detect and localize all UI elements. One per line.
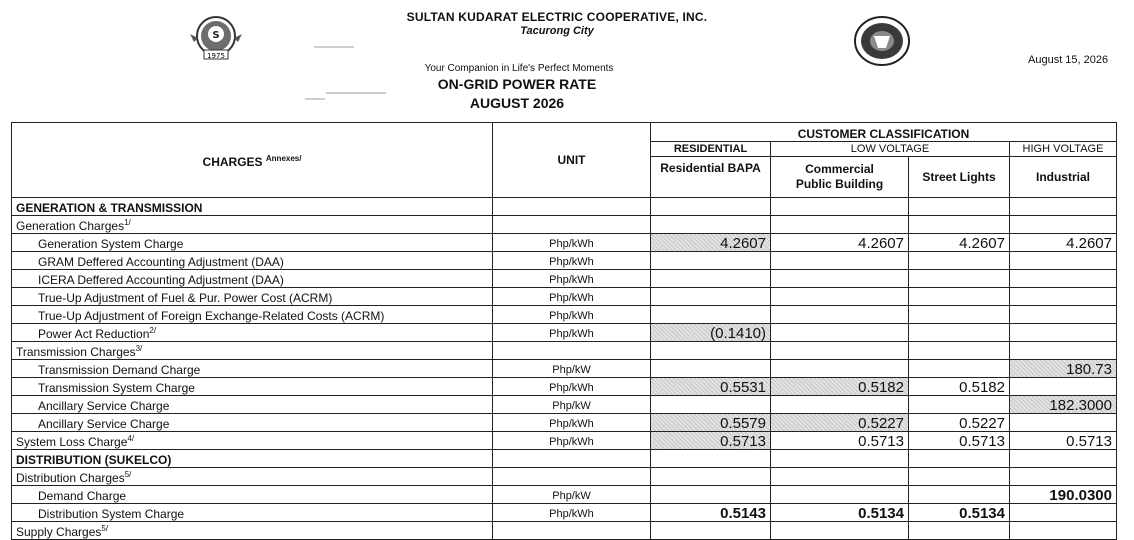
row-label: Power Act Reduction$^{2/}$ bbox=[12, 324, 493, 342]
cell-streetlights: 0.5182 bbox=[909, 378, 1010, 396]
table-cell bbox=[909, 468, 1010, 486]
company-name: SULTAN KUDARAT ELECTRIC COOPERATIVE, INC. bbox=[406, 10, 708, 24]
table-cell bbox=[771, 198, 909, 216]
table-cell bbox=[909, 216, 1010, 234]
cell-commercial: 0.5134 bbox=[771, 504, 909, 522]
table-cell bbox=[1010, 468, 1117, 486]
tagline: Your Companion in Life's Perfect Moments bbox=[424, 63, 614, 74]
table-cell bbox=[651, 360, 771, 378]
row-unit: Php/kWh bbox=[493, 324, 651, 342]
table-cell bbox=[651, 522, 771, 540]
row-label: ICERA Deffered Accounting Adjustment (DAA) bbox=[12, 270, 493, 288]
table-cell bbox=[493, 522, 651, 540]
table-cell bbox=[771, 270, 909, 288]
table-row bbox=[12, 396, 1117, 414]
row-label: Supply Charges$^{5/}$ bbox=[12, 522, 493, 540]
table-cell bbox=[771, 360, 909, 378]
table-row bbox=[12, 486, 1117, 504]
unit-header: UNIT bbox=[493, 123, 651, 198]
table-cell bbox=[909, 522, 1010, 540]
table-row bbox=[12, 378, 1117, 396]
table-cell bbox=[1010, 288, 1117, 306]
table-cell bbox=[1010, 504, 1117, 522]
table-cell bbox=[493, 342, 651, 360]
section-title: GENERATION & TRANSMISSION bbox=[12, 198, 493, 216]
customer-classification-header: CUSTOMER CLASSIFICATION bbox=[651, 123, 1117, 142]
table-cell bbox=[651, 306, 771, 324]
row-label: Generation System Charge bbox=[12, 234, 493, 252]
low-voltage-header: LOW VOLTAGE bbox=[771, 142, 1010, 157]
row-label: Transmission System Charge bbox=[12, 378, 493, 396]
table-cell bbox=[651, 198, 771, 216]
residential-header: RESIDENTIAL bbox=[651, 142, 771, 157]
section-generation-transmission bbox=[12, 198, 1117, 216]
industrial-header: Industrial bbox=[1010, 157, 1117, 198]
table-cell bbox=[771, 288, 909, 306]
row-unit: Php/kWh bbox=[493, 432, 651, 450]
row-unit: Php/kWh bbox=[493, 414, 651, 432]
row-label: Distribution System Charge bbox=[12, 504, 493, 522]
row-label: Transmission Charges$^{3/}$ bbox=[12, 342, 493, 360]
table-cell bbox=[771, 522, 909, 540]
cell-streetlights: 0.5134 bbox=[909, 504, 1010, 522]
table-cell bbox=[651, 270, 771, 288]
table-cell bbox=[1010, 324, 1117, 342]
table-cell bbox=[909, 342, 1010, 360]
cell-commercial: 0.5227 bbox=[771, 414, 909, 432]
table-cell bbox=[771, 324, 909, 342]
table-row bbox=[12, 252, 1117, 270]
cell-residential: 0.5531 bbox=[651, 378, 771, 396]
cell-commercial: 4.2607 bbox=[771, 234, 909, 252]
table-cell bbox=[771, 396, 909, 414]
table-cell bbox=[651, 468, 771, 486]
row-unit: Php/kW bbox=[493, 396, 651, 414]
cell-streetlights: 0.5227 bbox=[909, 414, 1010, 432]
section-distribution bbox=[12, 450, 1117, 468]
residential-bapa-header: Residential BAPA bbox=[651, 157, 771, 198]
table-cell bbox=[1010, 306, 1117, 324]
table-cell bbox=[909, 450, 1010, 468]
table-row bbox=[12, 504, 1117, 522]
rate-month: AUGUST 2026 bbox=[469, 95, 565, 111]
table-cell bbox=[1010, 378, 1117, 396]
row-label: True-Up Adjustment of Fuel & Pur. Power Cost (ACRM) bbox=[12, 288, 493, 306]
table-cell bbox=[771, 468, 909, 486]
table-cell bbox=[909, 252, 1010, 270]
table-row bbox=[12, 216, 1117, 234]
table-cell bbox=[651, 396, 771, 414]
cell-industrial: 180.73 bbox=[1010, 360, 1117, 378]
table-cell bbox=[909, 486, 1010, 504]
svg-text:S: S bbox=[212, 30, 220, 41]
cell-industrial: 4.2607 bbox=[1010, 234, 1117, 252]
row-unit: Php/kWh bbox=[493, 234, 651, 252]
row-label: Ancillary Service Charge bbox=[12, 396, 493, 414]
row-label: Ancillary Service Charge bbox=[12, 414, 493, 432]
table-cell bbox=[651, 288, 771, 306]
table-cell bbox=[771, 216, 909, 234]
table-cell bbox=[909, 324, 1010, 342]
cell-industrial: 190.0300 bbox=[1010, 486, 1117, 504]
section-title: DISTRIBUTION (SUKELCO) bbox=[12, 450, 493, 468]
table-cell bbox=[493, 450, 651, 468]
row-label: Transmission Demand Charge bbox=[12, 360, 493, 378]
table-row bbox=[12, 468, 1117, 486]
table-cell bbox=[1010, 450, 1117, 468]
table-cell bbox=[1010, 252, 1117, 270]
table-row bbox=[12, 234, 1117, 252]
table-row bbox=[12, 288, 1117, 306]
cell-streetlights: 0.5713 bbox=[909, 432, 1010, 450]
cell-residential: 0.5713 bbox=[651, 432, 771, 450]
table-cell bbox=[493, 198, 651, 216]
row-label: System Loss Charge$^{4/}$ bbox=[12, 432, 493, 450]
table-row bbox=[12, 414, 1117, 432]
table-cell bbox=[651, 252, 771, 270]
commercial-public-header: Commercial Public Building bbox=[771, 157, 909, 198]
cell-residential: 0.5579 bbox=[651, 414, 771, 432]
row-label: Generation Charges$^{1/}$ bbox=[12, 216, 493, 234]
cell-residential: 0.5143 bbox=[651, 504, 771, 522]
cell-commercial: 0.5182 bbox=[771, 378, 909, 396]
table-cell bbox=[651, 486, 771, 504]
logo-year: 1975 bbox=[207, 52, 225, 60]
issue-date: August 15, 2026 bbox=[1028, 54, 1109, 66]
row-label: Demand Charge bbox=[12, 486, 493, 504]
table-cell bbox=[909, 270, 1010, 288]
row-label: True-Up Adjustment of Foreign Exchange-Related Costs (ACRM) bbox=[12, 306, 493, 324]
table-cell bbox=[771, 450, 909, 468]
table-row bbox=[12, 324, 1117, 342]
row-label: GRAM Deffered Accounting Adjustment (DAA) bbox=[12, 252, 493, 270]
row-unit: Php/kWh bbox=[493, 270, 651, 288]
cell-streetlights: 4.2607 bbox=[909, 234, 1010, 252]
table-cell bbox=[651, 342, 771, 360]
table-cell bbox=[909, 360, 1010, 378]
page-title: ON-GRID POWER RATE bbox=[437, 76, 597, 92]
table-cell bbox=[771, 252, 909, 270]
charges-header: CHARGES $^{Annexes/}$ bbox=[12, 123, 493, 198]
table-cell bbox=[651, 216, 771, 234]
table-cell bbox=[771, 342, 909, 360]
table-cell bbox=[771, 306, 909, 324]
high-voltage-header: HIGH VOLTAGE bbox=[1010, 142, 1117, 157]
table-cell bbox=[1010, 522, 1117, 540]
table-cell bbox=[493, 468, 651, 486]
company-city: Tacurong City bbox=[520, 25, 594, 37]
cell-industrial: 0.5713 bbox=[1010, 432, 1117, 450]
table-cell bbox=[1010, 414, 1117, 432]
header-row-1 bbox=[12, 123, 1117, 142]
row-unit: Php/kWh bbox=[493, 288, 651, 306]
table-cell bbox=[771, 486, 909, 504]
table-cell bbox=[1010, 342, 1117, 360]
table-cell bbox=[1010, 270, 1117, 288]
row-label: Distribution Charges$^{5/}$ bbox=[12, 468, 493, 486]
table-cell bbox=[651, 450, 771, 468]
cell-residential: 4.2607 bbox=[651, 234, 771, 252]
table-cell bbox=[1010, 198, 1117, 216]
cell-residential: (0.1410) bbox=[651, 324, 771, 342]
row-unit: Php/kWh bbox=[493, 252, 651, 270]
power-rate-table bbox=[11, 122, 1117, 540]
table-cell bbox=[909, 306, 1010, 324]
row-unit: Php/kWh bbox=[493, 378, 651, 396]
table-row bbox=[12, 306, 1117, 324]
table-cell bbox=[909, 396, 1010, 414]
table-cell bbox=[909, 288, 1010, 306]
row-unit: Php/kW bbox=[493, 360, 651, 378]
table-row bbox=[12, 270, 1117, 288]
cell-industrial: 182.3000 bbox=[1010, 396, 1117, 414]
table-cell bbox=[493, 216, 651, 234]
table-cell bbox=[909, 198, 1010, 216]
table-row bbox=[12, 432, 1117, 450]
row-unit: Php/kWh bbox=[493, 306, 651, 324]
cell-commercial: 0.5713 bbox=[771, 432, 909, 450]
table-row bbox=[12, 522, 1117, 540]
table-row bbox=[12, 342, 1117, 360]
row-unit: Php/kWh bbox=[493, 504, 651, 522]
row-unit: Php/kW bbox=[493, 486, 651, 504]
table-row bbox=[12, 360, 1117, 378]
table-cell bbox=[1010, 216, 1117, 234]
street-lights-header: Street Lights bbox=[909, 157, 1010, 198]
